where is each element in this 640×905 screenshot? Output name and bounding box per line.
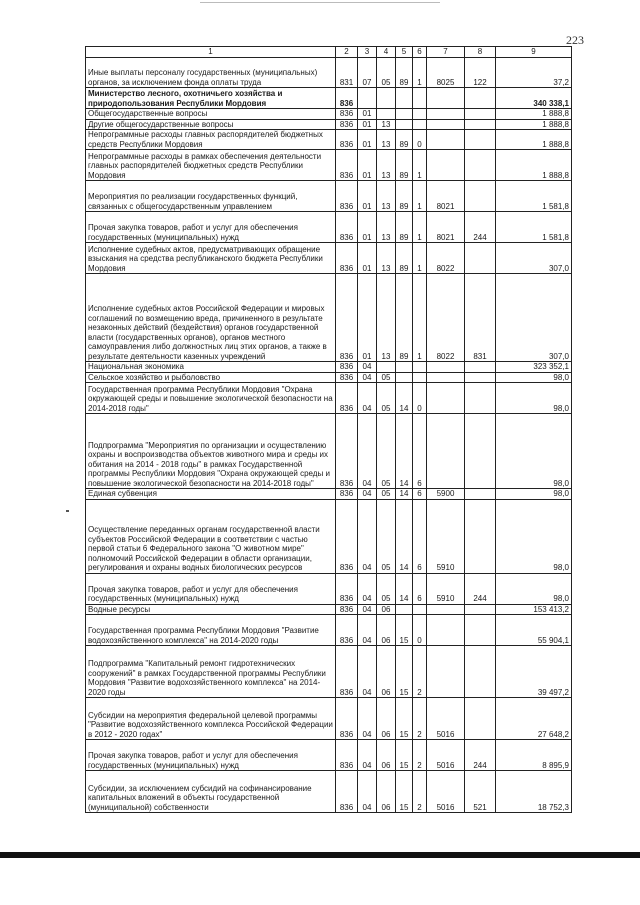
cell-expense-type-code: 122 [465, 58, 496, 88]
cell-item-name: Субсидии, за исключением субсидий на софинансирование капитальных вложений в объекты государственной (муниципальной) собственности [86, 771, 336, 813]
cell-target-code [427, 88, 465, 109]
cell-expense-type-code: 244 [465, 740, 496, 771]
table-row [86, 615, 572, 646]
cell-target-code [427, 130, 465, 150]
cell-program-code [396, 372, 413, 383]
cell-section-code: 04 [358, 604, 377, 615]
cell-item-name: Иные выплаты персоналу государственных (муниципальных) органов, за исключением фонда оплаты труда [86, 58, 336, 88]
column-header-3: 3 [358, 47, 377, 58]
cell-program-code: 14 [396, 489, 413, 500]
cell-subsection-code: 13 [377, 150, 396, 181]
table-row [86, 698, 572, 740]
cell-subsection-code: 06 [377, 771, 396, 813]
cell-section-code: 04 [358, 646, 377, 698]
cell-program-code: 15 [396, 740, 413, 771]
cell-subprogram-code: 1 [413, 243, 427, 274]
cell-item-name: Министерство лесного, охотничьего хозяйства и природопользования Республики Мордовия [86, 88, 336, 109]
cell-section-code: 01 [358, 130, 377, 150]
cell-ministry-code: 836 [336, 181, 358, 212]
cell-target-code: 5910 [427, 499, 465, 573]
cell-ministry-code: 836 [336, 489, 358, 500]
cell-amount: 307,0 [496, 243, 572, 274]
cell-amount: 1 888,8 [496, 130, 572, 150]
cell-item-name: Подпрограмма "Капитальный ремонт гидротехнических сооружений" в рамках Государственной программы Республики Мордовия "Развитие водохозяйственного комплекса" на 2014-2020 годы [86, 646, 336, 698]
cell-expense-type-code [465, 698, 496, 740]
cell-program-code: 89 [396, 130, 413, 150]
column-header-7: 7 [427, 47, 465, 58]
cell-target-code: 5016 [427, 771, 465, 813]
cell-subprogram-code [413, 362, 427, 373]
cell-subprogram-code [413, 372, 427, 383]
budget-table [85, 46, 572, 813]
cell-program-code: 14 [396, 414, 413, 489]
cell-item-name: Подпрограмма "Мероприятия по организации и осуществлению охраны и воспроизводства объектов животного мира и среды их обитания на 2014 - 2018 годы" в рамках Государственной программы Республики Мордовия "Охрана окружающей среды и повышение экологической безопасности на 2014-2018 годы" [86, 414, 336, 489]
cell-program-code [396, 109, 413, 120]
cell-item-name: Прочая закупка товаров, работ и услуг для обеспечения государственных (муниципальных) нужд [86, 573, 336, 604]
cell-ministry-code: 836 [336, 383, 358, 414]
cell-subprogram-code: 1 [413, 181, 427, 212]
cell-subsection-code: 13 [377, 243, 396, 274]
cell-target-code [427, 646, 465, 698]
cell-section-code: 01 [358, 212, 377, 243]
cell-subsection-code: 06 [377, 740, 396, 771]
cell-expense-type-code: 831 [465, 274, 496, 362]
table-row [86, 119, 572, 130]
cell-section-code: 04 [358, 771, 377, 813]
cell-amount: 323 352,1 [496, 362, 572, 373]
cell-target-code: 5016 [427, 698, 465, 740]
cell-ministry-code: 836 [336, 274, 358, 362]
cell-expense-type-code [465, 615, 496, 646]
cell-target-code: 5900 [427, 489, 465, 500]
cell-section-code: 04 [358, 362, 377, 373]
cell-target-code [427, 372, 465, 383]
cell-target-code [427, 383, 465, 414]
cell-subprogram-code [413, 604, 427, 615]
column-header-2: 2 [336, 47, 358, 58]
column-header-8: 8 [465, 47, 496, 58]
table-row [86, 414, 572, 489]
cell-target-code [427, 362, 465, 373]
cell-target-code: 8025 [427, 58, 465, 88]
table-header [86, 47, 572, 58]
cell-ministry-code: 836 [336, 130, 358, 150]
cell-expense-type-code [465, 150, 496, 181]
cell-item-name: Единая субвенция [86, 489, 336, 500]
cell-subprogram-code: 1 [413, 58, 427, 88]
cell-ministry-code: 836 [336, 362, 358, 373]
cell-subsection-code [377, 362, 396, 373]
cell-subsection-code [377, 88, 396, 109]
cell-program-code: 89 [396, 150, 413, 181]
cell-target-code: 5016 [427, 740, 465, 771]
cell-section-code: 01 [358, 150, 377, 181]
cell-expense-type-code: 244 [465, 212, 496, 243]
header-row [86, 47, 572, 58]
cell-subprogram-code: 6 [413, 414, 427, 489]
cell-ministry-code: 836 [336, 740, 358, 771]
cell-program-code [396, 119, 413, 130]
cell-subsection-code: 06 [377, 698, 396, 740]
column-header-9: 9 [496, 47, 572, 58]
cell-amount: 39 497,2 [496, 646, 572, 698]
cell-amount: 37,2 [496, 58, 572, 88]
cell-ministry-code: 831 [336, 58, 358, 88]
cell-subsection-code: 05 [377, 414, 396, 489]
cell-subsection-code: 13 [377, 181, 396, 212]
table-row [86, 58, 572, 88]
table-row [86, 150, 572, 181]
cell-target-code [427, 615, 465, 646]
scan-bottom-bar [0, 852, 640, 858]
cell-target-code: 8021 [427, 181, 465, 212]
cell-section-code: 01 [358, 119, 377, 130]
cell-section-code: 01 [358, 109, 377, 120]
cell-section-code [358, 88, 377, 109]
cell-expense-type-code [465, 243, 496, 274]
cell-amount: 98,0 [496, 372, 572, 383]
table-row [86, 362, 572, 373]
table-row [86, 489, 572, 500]
cell-amount: 1 581,8 [496, 212, 572, 243]
cell-amount: 18 752,3 [496, 771, 572, 813]
scan-margin-mark [66, 510, 69, 512]
cell-program-code: 14 [396, 383, 413, 414]
cell-target-code: 8022 [427, 243, 465, 274]
cell-amount: 340 338,1 [496, 88, 572, 109]
cell-target-code [427, 414, 465, 489]
cell-amount: 98,0 [496, 499, 572, 573]
cell-target-code: 8021 [427, 212, 465, 243]
cell-program-code: 15 [396, 615, 413, 646]
cell-subsection-code: 05 [377, 489, 396, 500]
cell-subsection-code: 13 [377, 130, 396, 150]
table-row [86, 88, 572, 109]
cell-item-name: Государственная программа Республики Мордовия "Охрана окружающей среды и повышение экологической безопасности на 2014-2018 годы" [86, 383, 336, 414]
cell-subprogram-code: 6 [413, 499, 427, 573]
cell-section-code: 04 [358, 489, 377, 500]
cell-section-code: 04 [358, 573, 377, 604]
cell-amount: 1 581,8 [496, 181, 572, 212]
cell-program-code: 89 [396, 212, 413, 243]
cell-ministry-code: 836 [336, 646, 358, 698]
cell-subprogram-code: 2 [413, 740, 427, 771]
table-row [86, 646, 572, 698]
cell-ministry-code: 836 [336, 615, 358, 646]
cell-ministry-code: 836 [336, 372, 358, 383]
cell-subprogram-code: 0 [413, 383, 427, 414]
cell-expense-type-code: 521 [465, 771, 496, 813]
cell-item-name: Мероприятия по реализации государственных функций, связанных с общегосударственным управлением [86, 181, 336, 212]
cell-item-name: Общегосударственные вопросы [86, 109, 336, 120]
cell-ministry-code: 836 [336, 604, 358, 615]
cell-ministry-code: 836 [336, 771, 358, 813]
cell-item-name: Прочая закупка товаров, работ и услуг для обеспечения государственных (муниципальных) нужд [86, 740, 336, 771]
cell-target-code: 5910 [427, 573, 465, 604]
cell-subprogram-code: 1 [413, 150, 427, 181]
cell-expense-type-code [465, 383, 496, 414]
table-row [86, 383, 572, 414]
table-row [86, 243, 572, 274]
cell-section-code: 04 [358, 615, 377, 646]
cell-expense-type-code [465, 646, 496, 698]
cell-target-code [427, 119, 465, 130]
cell-subprogram-code [413, 119, 427, 130]
cell-section-code: 01 [358, 243, 377, 274]
cell-item-name: Осуществление переданных органам государственной власти субъектов Российской Федерации в соответствии с частью первой статьи 6 Федерального закона "О животном мире" полномочий Российской Федерации в области организации, регулирования и охраны водных биологических ресурсов [86, 499, 336, 573]
cell-program-code: 15 [396, 771, 413, 813]
cell-section-code: 04 [358, 499, 377, 573]
cell-ministry-code: 836 [336, 150, 358, 181]
cell-item-name: Прочая закупка товаров, работ и услуг для обеспечения государственных (муниципальных) нужд [86, 212, 336, 243]
cell-subprogram-code: 2 [413, 771, 427, 813]
cell-item-name: Национальная экономика [86, 362, 336, 373]
cell-subprogram-code: 1 [413, 212, 427, 243]
cell-subsection-code: 05 [377, 58, 396, 88]
cell-amount: 153 413,2 [496, 604, 572, 615]
cell-subprogram-code: 6 [413, 573, 427, 604]
cell-subsection-code [377, 109, 396, 120]
cell-item-name: Другие общегосударственные вопросы [86, 119, 336, 130]
cell-section-code: 04 [358, 740, 377, 771]
cell-expense-type-code [465, 489, 496, 500]
cell-item-name: Государственная программа Республики Мордовия "Развитие водохозяйственного комплекса" на 2014-2020 годы [86, 615, 336, 646]
cell-subprogram-code: 6 [413, 489, 427, 500]
table-row [86, 372, 572, 383]
cell-target-code [427, 109, 465, 120]
column-header-1: 1 [86, 47, 336, 58]
cell-amount: 98,0 [496, 573, 572, 604]
table-row [86, 499, 572, 573]
cell-program-code: 14 [396, 573, 413, 604]
cell-subsection-code: 13 [377, 212, 396, 243]
column-header-4: 4 [377, 47, 396, 58]
cell-item-name: Сельское хозяйство и рыболовство [86, 372, 336, 383]
cell-expense-type-code [465, 414, 496, 489]
cell-expense-type-code [465, 181, 496, 212]
cell-program-code: 89 [396, 181, 413, 212]
column-header-5: 5 [396, 47, 413, 58]
cell-expense-type-code [465, 109, 496, 120]
cell-subprogram-code [413, 88, 427, 109]
cell-item-name: Непрограммные расходы в рамках обеспечения деятельности главных распорядителей бюджетных средств Республики Мордовия [86, 150, 336, 181]
cell-target-code [427, 604, 465, 615]
cell-subsection-code: 06 [377, 615, 396, 646]
cell-program-code: 89 [396, 58, 413, 88]
cell-program-code [396, 604, 413, 615]
cell-amount: 1 888,8 [496, 150, 572, 181]
table-row [86, 771, 572, 813]
cell-program-code: 15 [396, 698, 413, 740]
cell-amount: 1 888,8 [496, 119, 572, 130]
cell-target-code: 8022 [427, 274, 465, 362]
cell-expense-type-code [465, 119, 496, 130]
cell-subprogram-code [413, 109, 427, 120]
cell-amount: 98,0 [496, 383, 572, 414]
cell-subprogram-code: 2 [413, 646, 427, 698]
cell-section-code: 04 [358, 372, 377, 383]
cell-item-name: Водные ресурсы [86, 604, 336, 615]
cell-section-code: 04 [358, 414, 377, 489]
table-row [86, 130, 572, 150]
cell-subsection-code: 05 [377, 573, 396, 604]
cell-subsection-code: 06 [377, 604, 396, 615]
cell-section-code: 04 [358, 383, 377, 414]
cell-item-name: Исполнение судебных актов, предусматривающих обращение взыскания на средства республиканского бюджета Республики Мордовия [86, 243, 336, 274]
cell-expense-type-code [465, 130, 496, 150]
cell-section-code: 01 [358, 274, 377, 362]
cell-ministry-code: 836 [336, 243, 358, 274]
cell-amount: 307,0 [496, 274, 572, 362]
cell-item-name: Исполнение судебных актов Российской Федерации и мировых соглашений по возмещению вреда, причиненного в результате незаконных действий (бездействия) органов государственной власти (государственных органов), органов местного самоуправления либо должностных лиц этих органов, а также в результате деятельности казенных учреждений [86, 274, 336, 362]
cell-amount: 8 895,9 [496, 740, 572, 771]
table-row [86, 740, 572, 771]
cell-expense-type-code [465, 372, 496, 383]
table-row [86, 274, 572, 362]
cell-program-code: 14 [396, 499, 413, 573]
cell-ministry-code: 836 [336, 414, 358, 489]
cell-target-code [427, 150, 465, 181]
cell-ministry-code: 836 [336, 88, 358, 109]
cell-amount: 55 904,1 [496, 615, 572, 646]
table-row [86, 181, 572, 212]
cell-expense-type-code [465, 362, 496, 373]
cell-item-name: Непрограммные расходы главных распорядителей бюджетных средств Республики Мордовия [86, 130, 336, 150]
cell-amount: 98,0 [496, 489, 572, 500]
cell-subsection-code: 13 [377, 274, 396, 362]
cell-subsection-code: 06 [377, 646, 396, 698]
cell-ministry-code: 836 [336, 573, 358, 604]
cell-ministry-code: 836 [336, 119, 358, 130]
table-row [86, 212, 572, 243]
cell-expense-type-code [465, 88, 496, 109]
cell-expense-type-code [465, 499, 496, 573]
cell-subsection-code: 05 [377, 499, 396, 573]
cell-subsection-code: 05 [377, 383, 396, 414]
cell-amount: 98,0 [496, 414, 572, 489]
cell-ministry-code: 836 [336, 698, 358, 740]
table-row [86, 573, 572, 604]
cell-subsection-code: 13 [377, 119, 396, 130]
cell-amount: 1 888,8 [496, 109, 572, 120]
cell-subprogram-code: 0 [413, 130, 427, 150]
cell-section-code: 04 [358, 698, 377, 740]
cell-item-name: Субсидии на мероприятия федеральной целевой программы "Развитие водохозяйственного комплекса Российской Федерации в 2012 - 2020 годах" [86, 698, 336, 740]
cell-amount: 27 648,2 [496, 698, 572, 740]
cell-subprogram-code: 1 [413, 274, 427, 362]
cell-section-code: 07 [358, 58, 377, 88]
cell-program-code: 15 [396, 646, 413, 698]
cell-program-code: 89 [396, 243, 413, 274]
cell-subprogram-code: 2 [413, 698, 427, 740]
cell-program-code [396, 362, 413, 373]
cell-section-code: 01 [358, 181, 377, 212]
cell-expense-type-code [465, 604, 496, 615]
cell-ministry-code: 836 [336, 212, 358, 243]
scan-top-rule [200, 2, 440, 3]
cell-subprogram-code: 0 [413, 615, 427, 646]
cell-subsection-code: 05 [377, 372, 396, 383]
table-body [86, 58, 572, 813]
cell-ministry-code: 836 [336, 499, 358, 573]
column-header-6: 6 [413, 47, 427, 58]
cell-program-code: 89 [396, 274, 413, 362]
table-row [86, 109, 572, 120]
cell-program-code [396, 88, 413, 109]
cell-ministry-code: 836 [336, 109, 358, 120]
cell-expense-type-code: 244 [465, 573, 496, 604]
table-row [86, 604, 572, 615]
page-number: 223 [566, 33, 584, 47]
